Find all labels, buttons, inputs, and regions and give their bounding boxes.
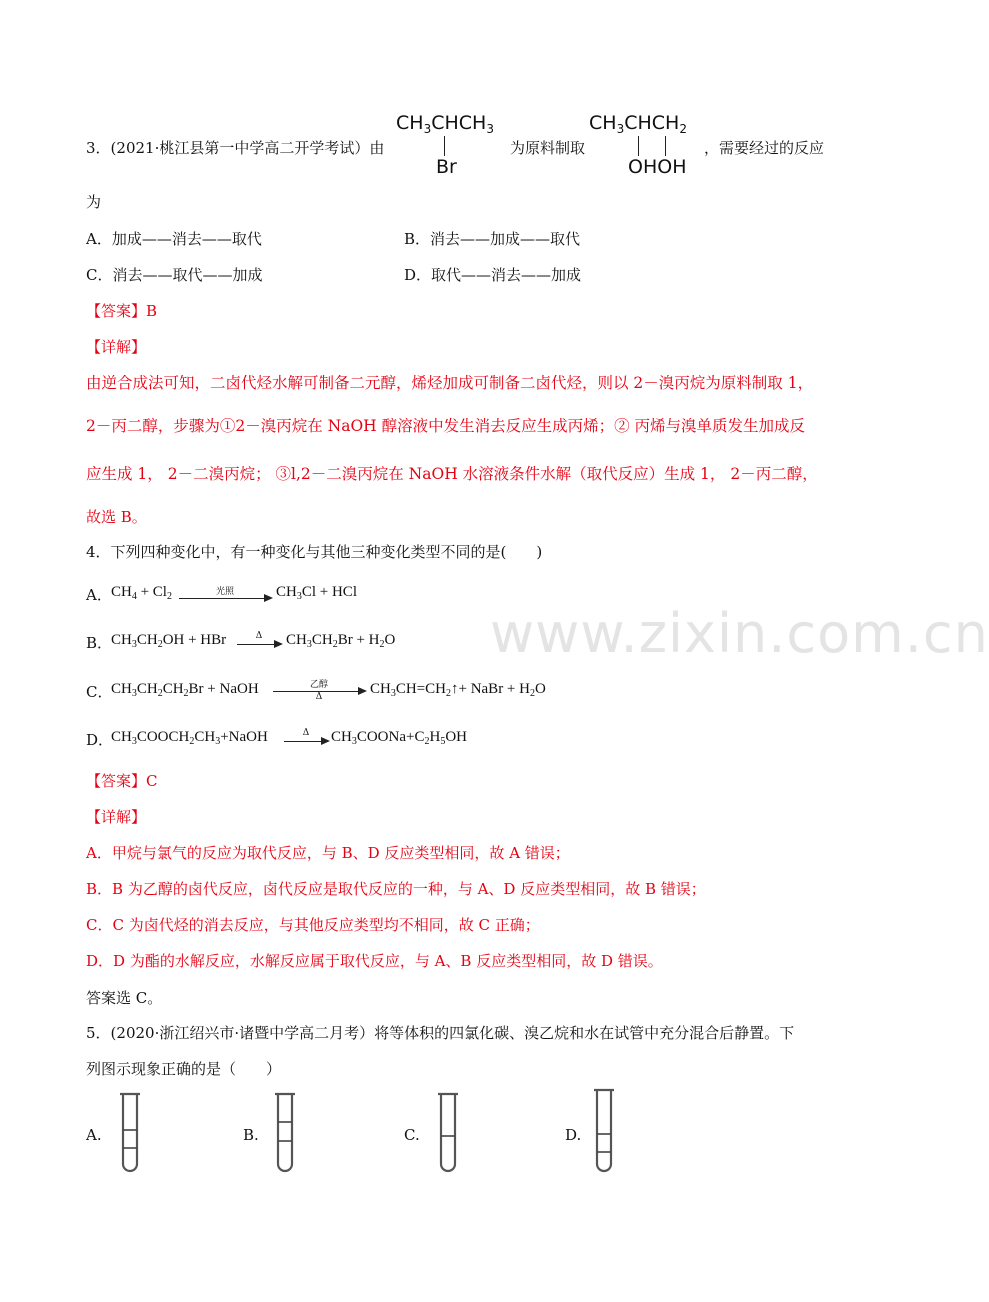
q4-option-a-condition: 光照 <box>215 587 234 597</box>
q4-conclusion: 答案选 C。 <box>86 989 163 1007</box>
q4-option-b-reactants: $CH_3CH_2OH$ + HBr <box>111 632 227 650</box>
watermark: www.zixin.com.cn <box>490 602 989 665</box>
structure-2-formula: $CH_3CHCH_2$ <box>589 112 687 136</box>
q3-option-a: A．加成——消去——取代 <box>86 230 262 248</box>
q4-option-c-condition-top: 乙醇 <box>309 680 328 690</box>
q4-option-a-reactants: $CH_4 + Cl_2$ <box>111 584 172 602</box>
q4-answer: 【答案】C <box>86 772 158 790</box>
q4-option-b-label: B． <box>86 634 113 652</box>
structure-2-bond-2 <box>665 136 666 156</box>
q5-stem-line1: 5．(2020·浙江绍兴市·诸暨中学高二月考）将等体积的四氯化碳、溴乙烷和水在试管中充分混合后静置。下 <box>86 1024 795 1042</box>
q3-explain-line-1: 由逆合成法可知，二卤代烃水解可制备二元醇，烯烃加成可制备二卤代烃，则以 2－溴丙烷为原料制取 1， <box>86 374 814 392</box>
q4-option-d-reactants: $CH_3COOCH_2CH_3+NaOH$ <box>111 729 268 747</box>
q4-option-d-arrow <box>284 741 328 742</box>
q3-answer: 【答案】B <box>86 302 158 320</box>
q4-option-d-condition: Δ <box>302 728 310 738</box>
q3-option-d: D．取代——消去——加成 <box>404 266 582 284</box>
q4-option-c-condition-bottom: Δ <box>315 692 323 702</box>
test-tube-a-icon <box>116 1092 144 1180</box>
structure-1-substituent: Br <box>436 156 457 178</box>
q3-stem-suffix: ，需要经过的反应 <box>704 139 825 157</box>
test-tube-d-icon <box>590 1088 618 1180</box>
q4-explain-line-1: A．甲烷与氯气的反应为取代反应，与 B、D 反应类型相同，故 A 错误； <box>86 844 570 862</box>
q4-option-c-label: C． <box>86 683 113 701</box>
q5-option-c-label: C. <box>404 1126 420 1144</box>
q5-option-b-label: B. <box>243 1126 259 1144</box>
q3-explain-line-2: 2－丙二醇，步骤为①2－溴丙烷在 NaOH 醇溶液中发生消去反应生成丙烯；② 丙烯与溴单质发生加成反 <box>86 417 806 435</box>
q4-option-c-products: $CH_3CH=CH_2↑+$ NaBr + $H_2O$ <box>370 681 546 699</box>
q4-option-b-products: $CH_3CH_2Br + H_2O$ <box>286 632 396 650</box>
q5-option-d-label: D. <box>565 1126 582 1144</box>
structure-1-formula: $CH_3CHCH_3$ <box>396 112 494 136</box>
test-tube-c-icon <box>434 1092 462 1180</box>
q4-explain-line-4: D．D 为酯的水解反应，水解反应属于取代反应，与 A、B 反应类型相同，故 D 错误。 <box>86 952 663 970</box>
q3-explain-line-4: 故选 B。 <box>86 508 147 526</box>
q4-explain-line-3: C．C 为卤代烃的消去反应，与其他反应类型均不相同，故 C 正确； <box>86 916 540 934</box>
q3-stem-line2: 为 <box>86 193 102 211</box>
q5-stem-line2: 列图示现象正确的是（ ） <box>86 1060 282 1078</box>
q4-option-a-label: A． <box>86 586 112 604</box>
structure-1-bond <box>444 136 445 156</box>
q3-option-c: C．消去——取代——加成 <box>86 266 263 284</box>
q5-option-a-label: A. <box>86 1126 102 1144</box>
q4-stem: 4．下列四种变化中，有一种变化与其他三种变化类型不同的是( ) <box>86 543 543 561</box>
q4-detail-label: 【详解】 <box>86 808 147 826</box>
q4-option-b-arrow <box>237 644 281 645</box>
q3-stem-mid: 为原料制取 <box>510 139 586 157</box>
q4-explain-line-2: B．B 为乙醇的卤代反应，卤代反应是取代反应的一种，与 A、D 反应类型相同，故 B 错误； <box>86 880 706 898</box>
q4-option-a-products: $CH_3Cl$ + HCl <box>276 584 357 602</box>
structure-2-bond-1 <box>638 136 639 156</box>
q4-option-d-products: $CH_3COONa+C_2H_5OH$ <box>331 729 467 747</box>
q4-option-b-condition: Δ <box>255 631 263 641</box>
q3-stem-prefix: 3．(2021·桃江县第一中学高二开学考试）由 <box>86 139 385 157</box>
q4-option-c-reactants: $CH_3CH_2CH_2Br$ + NaOH <box>111 681 259 699</box>
test-tube-b-icon <box>271 1092 299 1180</box>
q3-explain-line-3: 应生成 1， 2－二溴丙烷； ③l,2－二溴丙烷在 NaOH 水溶液条件水解（取代反应）生成 1， 2－丙二醇， <box>86 465 818 483</box>
structure-2-substituents: OHOH <box>628 156 687 178</box>
q3-detail-label: 【详解】 <box>86 338 147 356</box>
q4-option-d-label: D． <box>86 731 114 749</box>
q4-option-a-arrow <box>179 598 271 599</box>
q3-option-b: B．消去——加成——取代 <box>404 230 581 248</box>
